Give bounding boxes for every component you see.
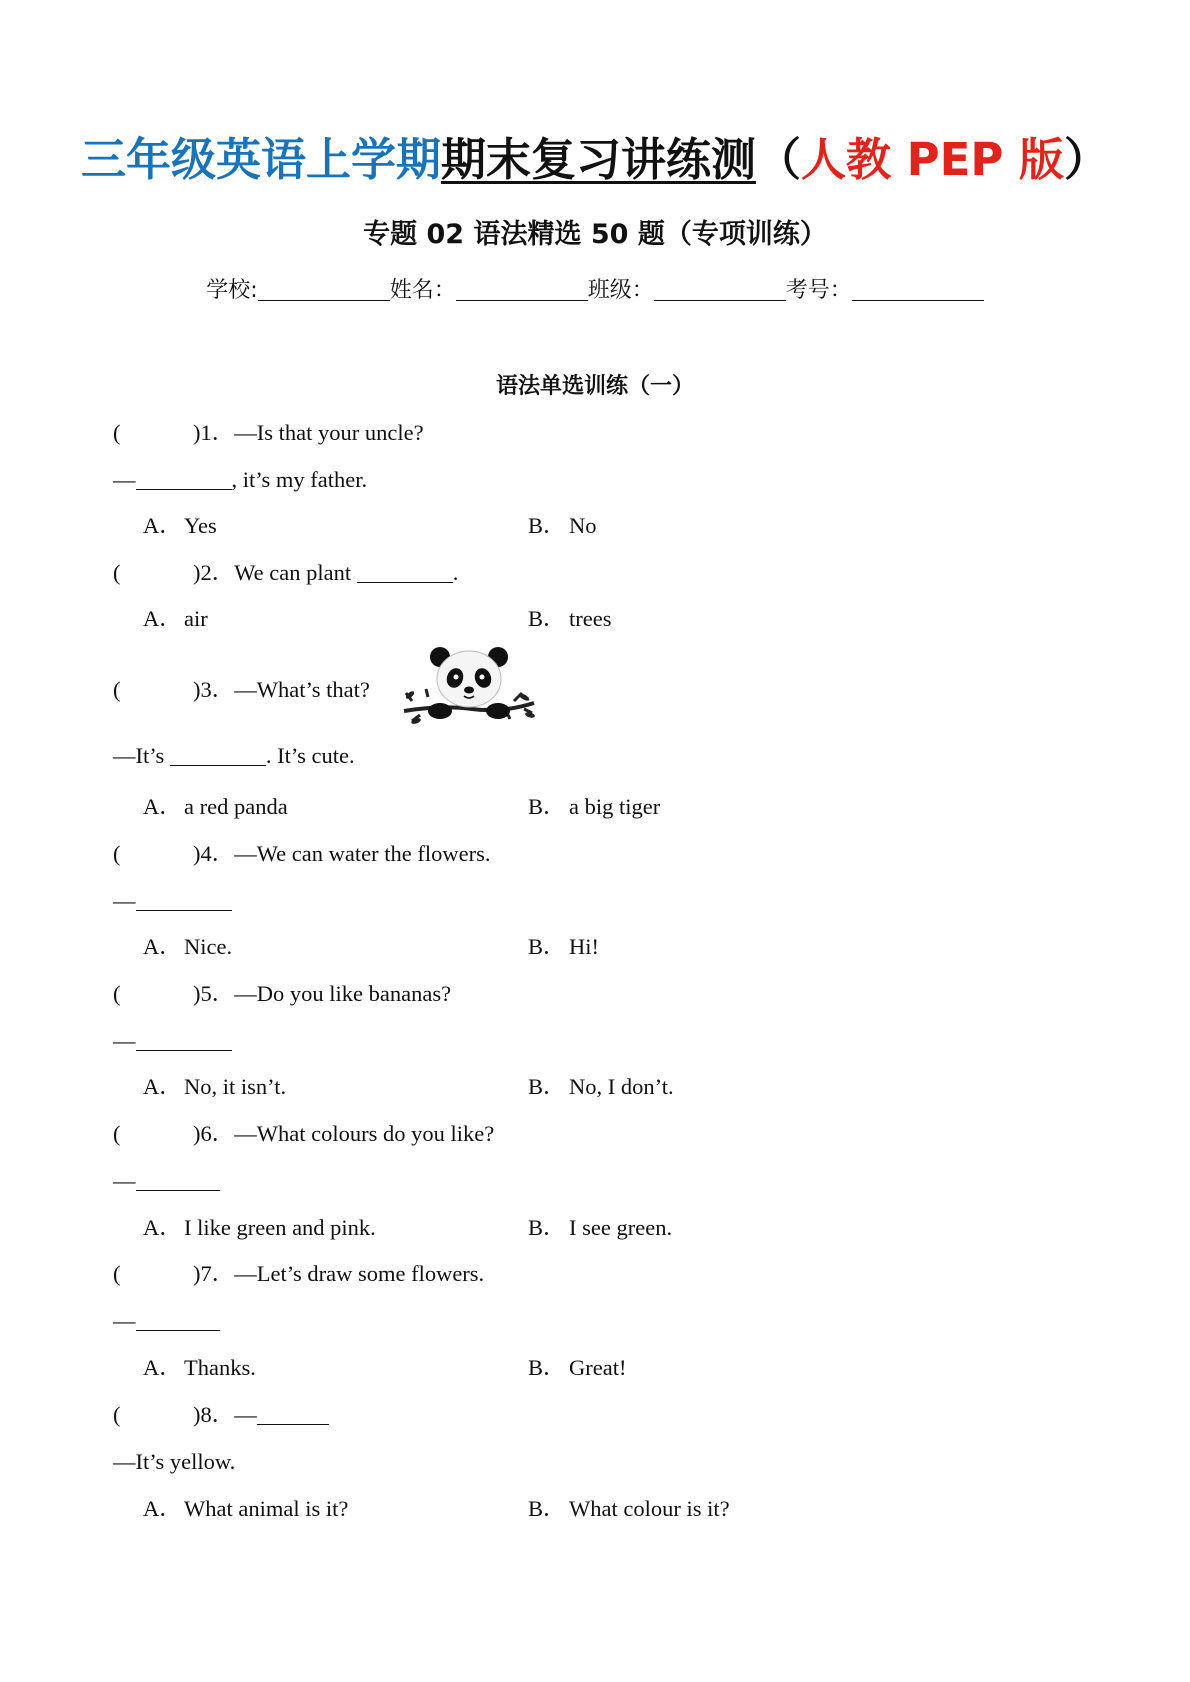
answer-paren[interactable]: ( bbox=[113, 1402, 121, 1427]
dash: — bbox=[113, 888, 136, 913]
option-text: air bbox=[184, 606, 208, 631]
option-text: Nice. bbox=[184, 934, 233, 959]
title-blue: 三年级英语上学期 bbox=[80, 133, 441, 186]
option-letter: B． bbox=[528, 606, 566, 631]
option-letter: B． bbox=[528, 934, 566, 959]
question-text: )5．—Do you like bananas? bbox=[193, 981, 452, 1006]
question-1-answer bbox=[113, 465, 367, 495]
option-text: No, I don’t. bbox=[569, 1074, 674, 1099]
title-underlined: 期末复习讲练测 bbox=[440, 133, 756, 186]
option-letter: B． bbox=[528, 1074, 566, 1099]
option-letter: B． bbox=[528, 794, 566, 819]
answer-paren[interactable]: ( bbox=[113, 560, 121, 585]
answer-text: . It’s cute. bbox=[265, 743, 355, 768]
class-label: 班级： bbox=[587, 278, 654, 303]
question-8-answer: —It’s yellow. bbox=[113, 1449, 236, 1474]
answer-paren[interactable]: ( bbox=[113, 981, 121, 1006]
question-5-answer bbox=[113, 1026, 232, 1056]
dash: — bbox=[113, 1168, 136, 1193]
name-label: 姓名： bbox=[389, 278, 456, 303]
question-6-answer bbox=[113, 1166, 220, 1196]
option-text: What colour is it? bbox=[569, 1496, 730, 1521]
question-text: )7．—Let’s draw some flowers. bbox=[193, 1261, 485, 1286]
option-b[interactable] bbox=[528, 1072, 674, 1102]
option-b[interactable] bbox=[528, 511, 597, 541]
number-blank[interactable] bbox=[852, 278, 984, 301]
question-text: )2．We can plant bbox=[193, 560, 357, 585]
option-letter: A． bbox=[143, 934, 182, 959]
title-edition: 人教 PEP 版 bbox=[800, 133, 1065, 186]
option-a[interactable] bbox=[143, 1494, 348, 1524]
question-4 bbox=[113, 839, 490, 869]
punctuation: . bbox=[452, 560, 459, 585]
option-a[interactable] bbox=[143, 1353, 256, 1383]
class-blank[interactable] bbox=[654, 278, 786, 301]
dash: — bbox=[113, 1308, 136, 1333]
option-a[interactable] bbox=[143, 792, 288, 822]
option-text: I see green. bbox=[569, 1215, 673, 1240]
option-letter: B． bbox=[528, 513, 566, 538]
school-label: 学校: bbox=[206, 278, 258, 303]
option-letter: A． bbox=[143, 513, 182, 538]
option-letter: B． bbox=[528, 1496, 566, 1521]
answer-text: , it’s my father. bbox=[231, 467, 368, 492]
question-5 bbox=[113, 979, 451, 1009]
question-8 bbox=[113, 1400, 329, 1430]
page-title bbox=[0, 130, 1190, 190]
question-text: )3．—What’s that? bbox=[193, 677, 370, 702]
number-label: 考号： bbox=[785, 278, 852, 303]
fill-blank[interactable] bbox=[257, 1404, 329, 1425]
option-b[interactable] bbox=[528, 1494, 730, 1524]
option-a[interactable] bbox=[143, 1213, 376, 1243]
option-a[interactable] bbox=[143, 604, 208, 634]
option-text: Hi! bbox=[569, 934, 599, 959]
option-text: No, it isn’t. bbox=[184, 1074, 287, 1099]
option-a[interactable] bbox=[143, 511, 217, 541]
question-text: )6．—What colours do you like? bbox=[193, 1121, 495, 1146]
student-info-row bbox=[0, 276, 1190, 306]
question-7 bbox=[113, 1259, 484, 1289]
question-7-answer bbox=[113, 1306, 220, 1336]
name-blank[interactable] bbox=[456, 278, 588, 301]
dash: — bbox=[113, 467, 136, 492]
fill-blank[interactable] bbox=[170, 745, 266, 766]
fill-blank[interactable] bbox=[136, 890, 232, 911]
option-text: Great! bbox=[569, 1355, 627, 1380]
option-text: Yes bbox=[184, 513, 217, 538]
answer-prefix: —It’s bbox=[113, 743, 170, 768]
option-text: What animal is it? bbox=[184, 1496, 349, 1521]
option-letter: A． bbox=[143, 606, 182, 631]
option-letter: A． bbox=[143, 794, 182, 819]
fill-blank[interactable] bbox=[136, 1170, 220, 1191]
option-b[interactable] bbox=[528, 1353, 626, 1383]
option-letter: A． bbox=[143, 1215, 182, 1240]
option-b[interactable] bbox=[528, 792, 660, 822]
question-1 bbox=[113, 418, 424, 448]
option-text: trees bbox=[569, 606, 612, 631]
answer-paren[interactable]: ( bbox=[113, 1261, 121, 1286]
panda-image bbox=[402, 645, 536, 727]
fill-blank[interactable] bbox=[136, 1310, 220, 1331]
question-3 bbox=[113, 675, 370, 705]
answer-paren[interactable]: ( bbox=[113, 1121, 121, 1146]
option-b[interactable] bbox=[528, 1213, 672, 1243]
option-text: a red panda bbox=[184, 794, 288, 819]
option-text: No bbox=[569, 513, 597, 538]
option-a[interactable] bbox=[143, 1072, 286, 1102]
subtitle: 专题 02 语法精选 50 题（专项训练） bbox=[363, 219, 827, 250]
answer-paren[interactable]: ( bbox=[113, 677, 121, 702]
option-a[interactable] bbox=[143, 932, 232, 962]
option-text: Thanks. bbox=[184, 1355, 256, 1380]
fill-blank[interactable] bbox=[136, 1030, 232, 1051]
school-blank[interactable] bbox=[258, 278, 390, 301]
fill-blank[interactable] bbox=[357, 562, 453, 583]
question-2 bbox=[113, 558, 458, 588]
option-letter: A． bbox=[143, 1496, 182, 1521]
question-4-answer bbox=[113, 886, 232, 916]
question-text: )1．—Is that your uncle? bbox=[193, 420, 424, 445]
question-6 bbox=[113, 1119, 494, 1149]
answer-paren[interactable]: ( bbox=[113, 420, 121, 445]
section-title: 语法单选训练（一） bbox=[495, 374, 694, 399]
option-letter: B． bbox=[528, 1215, 566, 1240]
option-b[interactable] bbox=[528, 932, 599, 962]
option-text: I like green and pink. bbox=[184, 1215, 376, 1240]
question-3-answer bbox=[113, 741, 355, 771]
title-paren-open: （ bbox=[755, 133, 801, 186]
option-letter: A． bbox=[143, 1355, 182, 1380]
option-letter: B． bbox=[528, 1355, 566, 1380]
question-text: )4．—We can water the flowers. bbox=[193, 841, 491, 866]
option-text: a big tiger bbox=[569, 794, 661, 819]
answer-paren[interactable]: ( bbox=[113, 841, 121, 866]
title-paren-close: ） bbox=[1064, 133, 1110, 186]
option-b[interactable] bbox=[528, 604, 611, 634]
option-letter: A． bbox=[143, 1074, 182, 1099]
question-text: )8．— bbox=[193, 1402, 257, 1427]
fill-blank[interactable] bbox=[136, 469, 232, 490]
dash: — bbox=[113, 1028, 136, 1053]
